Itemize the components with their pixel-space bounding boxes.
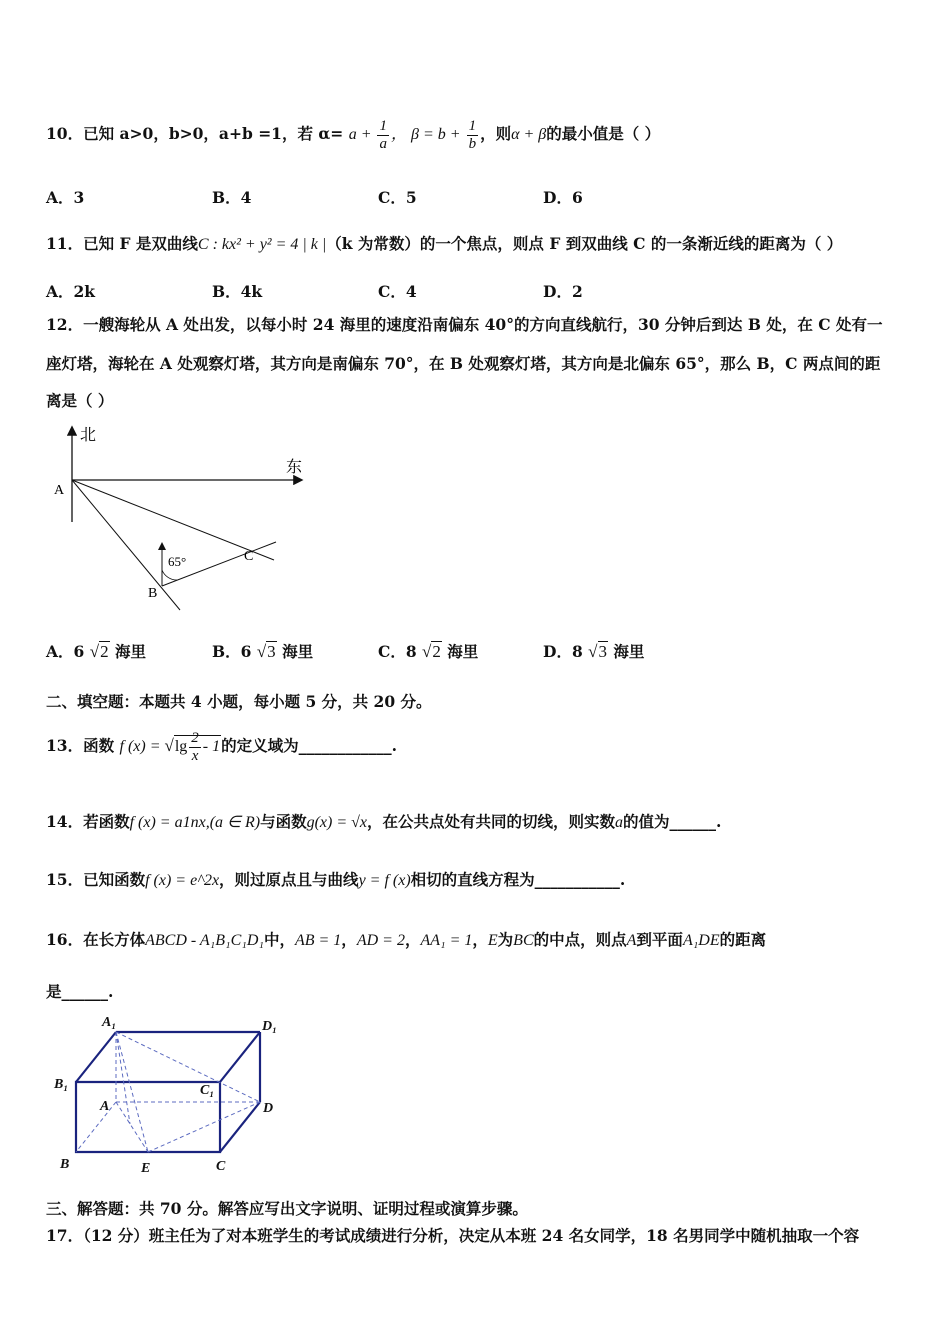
q11-option-c: C．4 <box>378 282 417 301</box>
label-c1: C₁ <box>200 1083 215 1098</box>
q10-option-d: D．6 <box>543 188 583 207</box>
hidden-perpendicular <box>116 1032 130 1124</box>
path-a-c <box>72 480 274 560</box>
path-a-b <box>72 480 180 610</box>
q12-line-2: 座灯塔，海轮在 A 处观察灯塔，其方向是南偏东 70°，在 B 处观察灯塔，其方向是北偏东 65°，那么 B，C 两点间的距 <box>46 354 881 373</box>
edge-c1-d1 <box>220 1032 260 1082</box>
hidden-line-a-e <box>116 1102 148 1152</box>
q12-option-c: C．8 √2 海里 <box>378 642 479 661</box>
point-c-label: C <box>244 549 254 564</box>
section-3-heading: 三、解答题：共 70 分。解答应写出文字说明、证明过程或演算步骤。 <box>46 1199 528 1218</box>
q12-line-1: 12．一艘海轮从 A 处出发，以每小时 24 海里的速度沿南偏东 40°的方向直线航行，30 分钟后到达 B 处，在 C 处有一 <box>46 315 883 334</box>
east-label: 东 <box>286 459 303 476</box>
q12-option-b: B．6 √3 海里 <box>212 642 314 661</box>
section-2-heading: 二、填空题：本题共 4 小题，每小题 5 分，共 20 分。 <box>46 692 432 711</box>
hidden-line-a1-e <box>116 1032 148 1152</box>
q11-option-b: B．4k <box>212 282 263 301</box>
edge-c-d <box>220 1102 260 1152</box>
label-e: E <box>141 1161 151 1176</box>
alpha-fraction: $\frac{1}{a}$ <box>379 118 387 152</box>
q16-cuboid-figure <box>50 1014 290 1184</box>
edge-b1-a1 <box>76 1032 116 1082</box>
angle-label: 65° <box>168 554 187 569</box>
q10-option-a: A．3 <box>46 188 85 207</box>
q11-option-a: A．2k <box>46 282 96 301</box>
front-face <box>76 1082 220 1152</box>
q12-option-d: D．8 √3 海里 <box>543 642 645 661</box>
hidden-line-a1-d <box>116 1032 260 1102</box>
q16-line-2: 是______. <box>46 982 114 1001</box>
label-d1: D₁ <box>262 1019 277 1034</box>
label-c: C <box>216 1159 226 1174</box>
label-d: D <box>263 1101 274 1116</box>
q14-stem: 14．若函数f (x) = a1nx,(a ∈ R)与函数g(x) = √x，在公共点处有共同的切线，则实数a的值为______. <box>46 812 722 831</box>
label-a: A <box>100 1099 110 1114</box>
point-b-label: B <box>148 586 158 601</box>
label-b: B <box>60 1157 70 1172</box>
beta-fraction: $\frac{1}{b}$ <box>468 118 477 152</box>
q10-option-b: B．4 <box>212 188 252 207</box>
hidden-edge-a-b <box>76 1102 116 1152</box>
point-a-label: A <box>54 483 65 498</box>
q10-number: 10． <box>46 124 84 143</box>
q11-stem: 11．已知 F 是双曲线C : kx² + y² = 4 | k |（k 为常数）的一个焦点，则点 F 到双曲线 C 的一条渐近线的距离为（ ） <box>46 234 843 253</box>
q12-navigation-figure <box>46 420 316 615</box>
label-b1: B₁ <box>54 1077 69 1092</box>
alpha-expression: a + <box>348 126 376 143</box>
north-label: 北 <box>80 427 97 444</box>
q10-option-c: C．5 <box>378 188 417 207</box>
q12-line-3: 离是（ ） <box>46 391 114 410</box>
beta-expression: ， β = b + <box>390 126 465 143</box>
angle-arc <box>162 570 177 580</box>
hyperbola-equation: C : kx² + y² = 4 | k | <box>197 236 327 253</box>
q10-stem: 10．已知 a>0，b>0，a+b =1，若 α= a + $\frac{1}{a}$ ， β = b + $\frac{1}{b}$ ，则α + β的最小值是（ ） <box>46 118 661 152</box>
q13-stem: 13．函数 f (x) = √lg $\frac{2}{x}$ - 1的定义域为____________. <box>46 730 398 764</box>
q15-stem: 15．已知函数f (x) = e^2x，则过原点且与曲线y = f (x)相切的直线方程为___________. <box>46 870 626 889</box>
q17-stem: 17．（12 分）班主任为了对本班学生的考试成绩进行分析，决定从本班 24 名女同学，18 名男同学中随机抽取一个容 <box>46 1226 860 1245</box>
q16-stem: 16．在长方体ABCD - A₁B₁C₁D₁中，AB = 1，AD = 2，AA₁ = 1，E为BC的中点，则点A到平面A₁DE的距离 <box>46 930 767 949</box>
hidden-line-e-d <box>148 1102 260 1152</box>
q11-option-d: D．2 <box>543 282 583 301</box>
q13-radical: √lg $\frac{2}{x}$ - 1 <box>164 730 221 764</box>
q12-option-a: A．6 √2 海里 <box>46 642 146 661</box>
label-a1: A₁ <box>102 1015 117 1030</box>
